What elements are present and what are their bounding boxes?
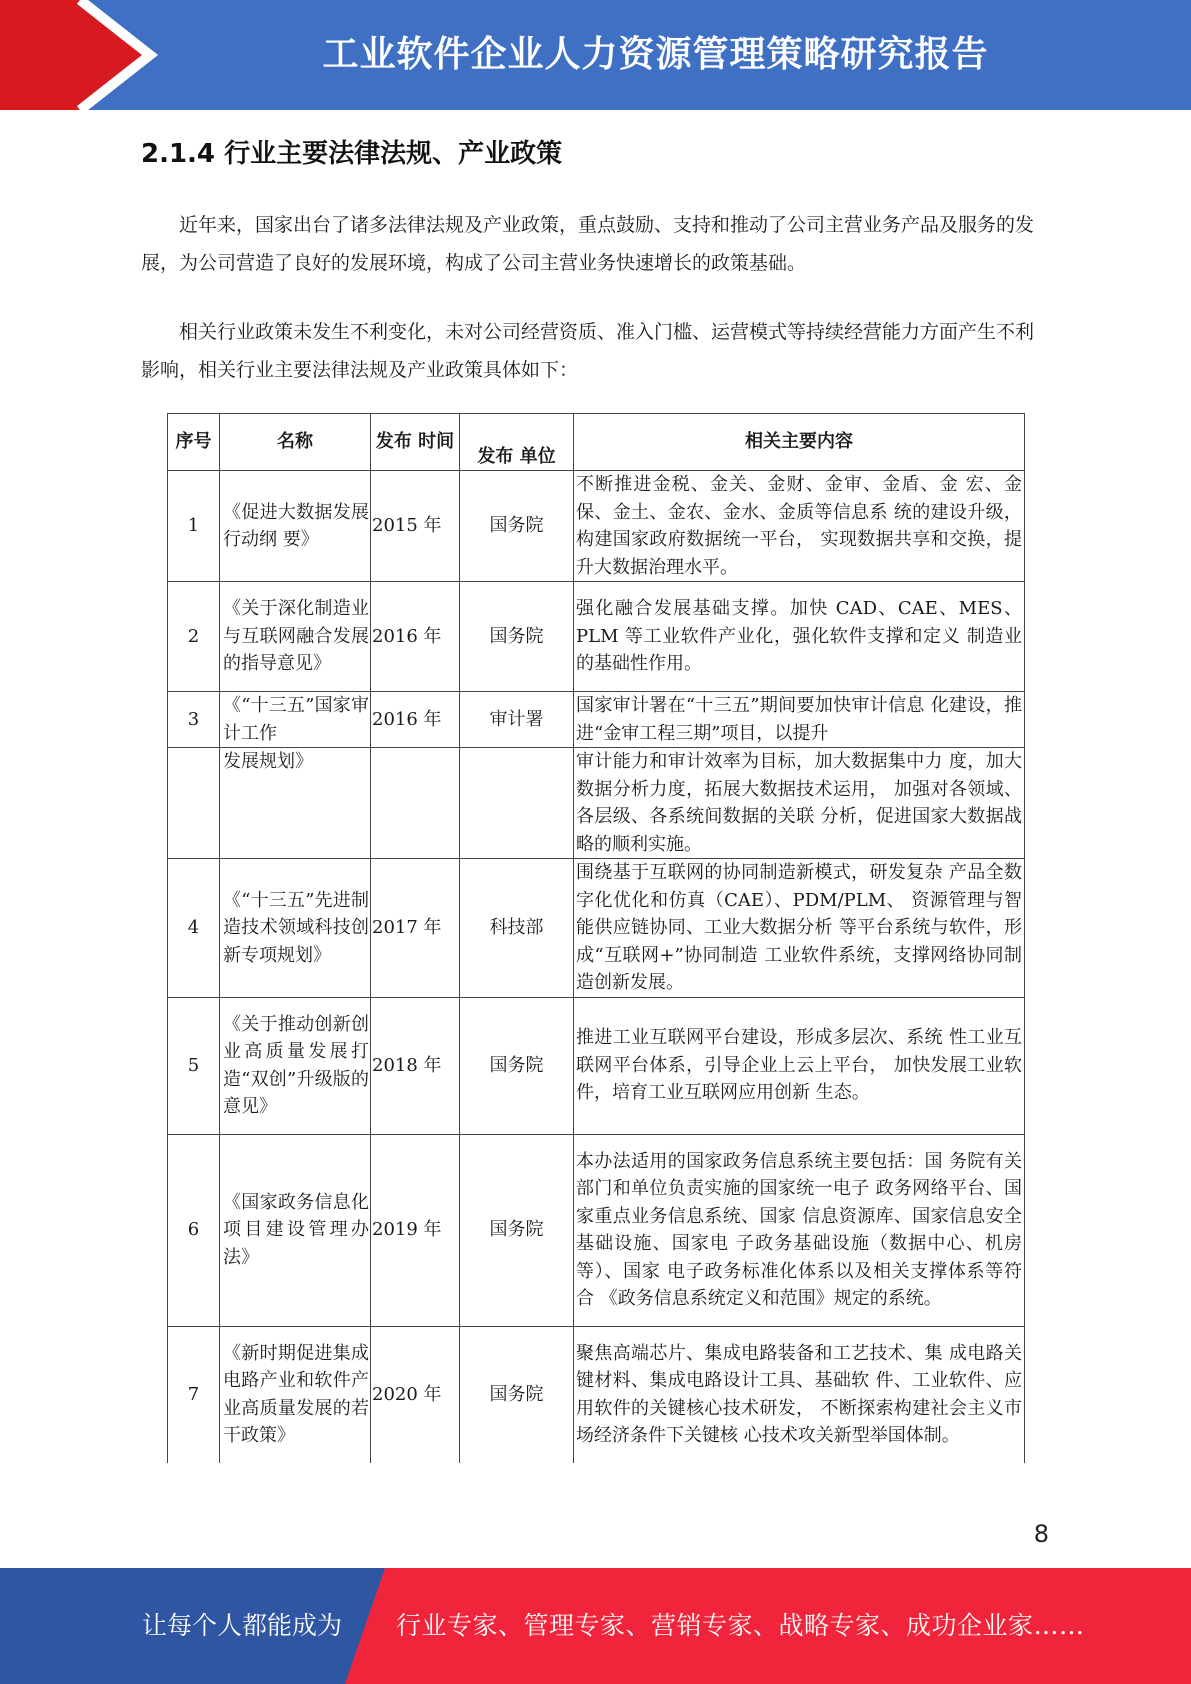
cell-time: 2019 年 bbox=[371, 1134, 460, 1326]
cell-time bbox=[371, 748, 460, 859]
cell-content: 不断推进金税、金关、金财、金审、金盾、金 宏、金保、金土、金农、金水、金质等信息系 统的建设升级，构建国家政府数据统一平台， 实现数据共享和交换，提升大数据治理水平。 bbox=[574, 471, 1025, 582]
cell-unit: 国务院 bbox=[460, 1134, 574, 1326]
header-content: 相关主要内容 bbox=[574, 414, 1025, 471]
cell-time: 2016 年 bbox=[371, 582, 460, 692]
cell-no: 6 bbox=[168, 1134, 220, 1326]
footer-slogan-left: 让每个人都能成为 bbox=[142, 1611, 343, 1640]
cell-name: 《“十三五”先进制造技术领域科技创新专项规划》 bbox=[220, 859, 371, 998]
header-no: 序号 bbox=[168, 414, 220, 471]
cell-name: 《促进大数据发展行动纲 要》 bbox=[220, 471, 371, 582]
cell-no: 7 bbox=[168, 1326, 220, 1463]
page-header bbox=[0, 0, 1191, 110]
table-row bbox=[168, 859, 1025, 998]
table-header-row bbox=[168, 414, 1025, 471]
cell-no: 4 bbox=[168, 859, 220, 998]
cell-unit: 审计署 bbox=[460, 692, 574, 748]
table-row bbox=[168, 997, 1025, 1134]
cell-no: 3 bbox=[168, 692, 220, 748]
cell-time: 2020 年 bbox=[371, 1326, 460, 1463]
cell-no: 1 bbox=[168, 471, 220, 582]
cell-name: 《关于推动创新创业高质量发展打造“双创”升级版的意见》 bbox=[220, 997, 371, 1134]
cell-unit bbox=[460, 748, 574, 859]
page-footer bbox=[0, 1568, 1191, 1684]
cell-name: 《新时期促进集成电路产业和软件产业高质量发展的若干政策》 bbox=[220, 1326, 371, 1463]
header-name: 名称 bbox=[220, 414, 371, 471]
section-heading: 2.1.4 行业主要法律法规、产业政策 bbox=[141, 139, 563, 169]
cell-content: 推进工业互联网平台建设，形成多层次、系统 性工业互联网平台体系，引导企业上云上平台， 加快发展工业软件，培育工业互联网应用创新 生态。 bbox=[574, 997, 1025, 1134]
cell-unit: 科技部 bbox=[460, 859, 574, 998]
cell-no: 2 bbox=[168, 582, 220, 692]
cell-name: 发展规划》 bbox=[220, 748, 371, 859]
table-row bbox=[168, 748, 1025, 859]
intro-paragraph: 近年来，国家出台了诸多法律法规及产业政策，重点鼓励、支持和推动了公司主营业务产品及服务的发展，为公司营造了良好的发展环境，构成了公司主营业务快速增长的政策基础。 bbox=[141, 214, 1035, 274]
cell-time: 2016 年 bbox=[371, 692, 460, 748]
cell-no: 5 bbox=[168, 997, 220, 1134]
report-title: 工业软件企业人力资源管理策略研究报告 bbox=[322, 34, 989, 75]
header-time: 发布 时间 bbox=[371, 414, 460, 471]
page-number: 8 bbox=[1033, 1520, 1049, 1548]
table-row bbox=[168, 471, 1025, 582]
policy-table bbox=[167, 413, 1025, 1463]
cell-unit: 国务院 bbox=[460, 1326, 574, 1463]
cell-unit: 国务院 bbox=[460, 997, 574, 1134]
cell-unit: 国务院 bbox=[460, 582, 574, 692]
cell-content: 本办法适用的国家政务信息系统主要包括：国 务院有关部门和单位负责实施的国家统一电子 政务网络平台、国家重点业务信息系统、国家 信息资源库、国家信息安全基础设施、国家电 子政务基础设施（数据中心、机房等）、国家 电子政务标准化体系以及相关支撑体系等符合 《政务信息系统定义和范围》规定的系统。 bbox=[574, 1134, 1025, 1326]
cell-name: 《关于深化制造业与互联网融合发展的指导意见》 bbox=[220, 582, 371, 692]
cell-unit: 国务院 bbox=[460, 471, 574, 582]
cell-no bbox=[168, 748, 220, 859]
cell-content: 审计能力和审计效率为目标，加大数据集中力 度，加大数据分析力度，拓展大数据技术运用， 加强对各领域、各层级、各系统间数据的关联 分析，促进国家大数据战略的顺利实施。 bbox=[574, 748, 1025, 859]
cell-content: 强化融合发展基础支撑。加快 CAD、CAE、MES、PLM 等工业软件产业化，强化软件支撑和定义 制造业的基础性作用。 bbox=[574, 582, 1025, 692]
cell-content: 围绕基于互联网的协同制造新模式，研发复杂 产品全数字化优化和仿真（CAE）、PDM/PLM、 资源管理与智能供应链协同、工业大数据分析 等平台系统与软件，形成“互联网+”协同制造 工业软件系统，支撑网络协同制造创新发展。 bbox=[574, 859, 1025, 998]
cell-name: 《“十三五”国家审计工作 bbox=[220, 692, 371, 748]
table-row bbox=[168, 1326, 1025, 1463]
table-row bbox=[168, 692, 1025, 748]
table-row bbox=[168, 582, 1025, 692]
footer-slogan-right: 行业专家、管理专家、营销专家、战略专家、成功企业家…… bbox=[396, 1611, 1085, 1640]
header-unit: 发布 单位 bbox=[460, 414, 574, 471]
cell-time: 2018 年 bbox=[371, 997, 460, 1134]
table-row bbox=[168, 1134, 1025, 1326]
policy-paragraph: 相关行业政策未发生不利变化，未对公司经营资质、准入门槛、运营模式等持续经营能力方面产生不利影响，相关行业主要法律法规及产业政策具体如下： bbox=[141, 321, 1035, 381]
cell-content: 国家审计署在“十三五”期间要加快审计信息 化建设，推进“金审工程三期”项目，以提升 bbox=[574, 692, 1025, 748]
cell-name: 《国家政务信息化项目建设管理办法》 bbox=[220, 1134, 371, 1326]
cell-content: 聚焦高端芯片、集成电路装备和工艺技术、集 成电路关键材料、集成电路设计工具、基础软 件、工业软件、应用软件的关键核心技术研发， 不断探索构建社会主义市场经济条件下关键核 心技术攻关新型举国体制。 bbox=[574, 1326, 1025, 1463]
cell-time: 2015 年 bbox=[371, 471, 460, 582]
cell-time: 2017 年 bbox=[371, 859, 460, 998]
